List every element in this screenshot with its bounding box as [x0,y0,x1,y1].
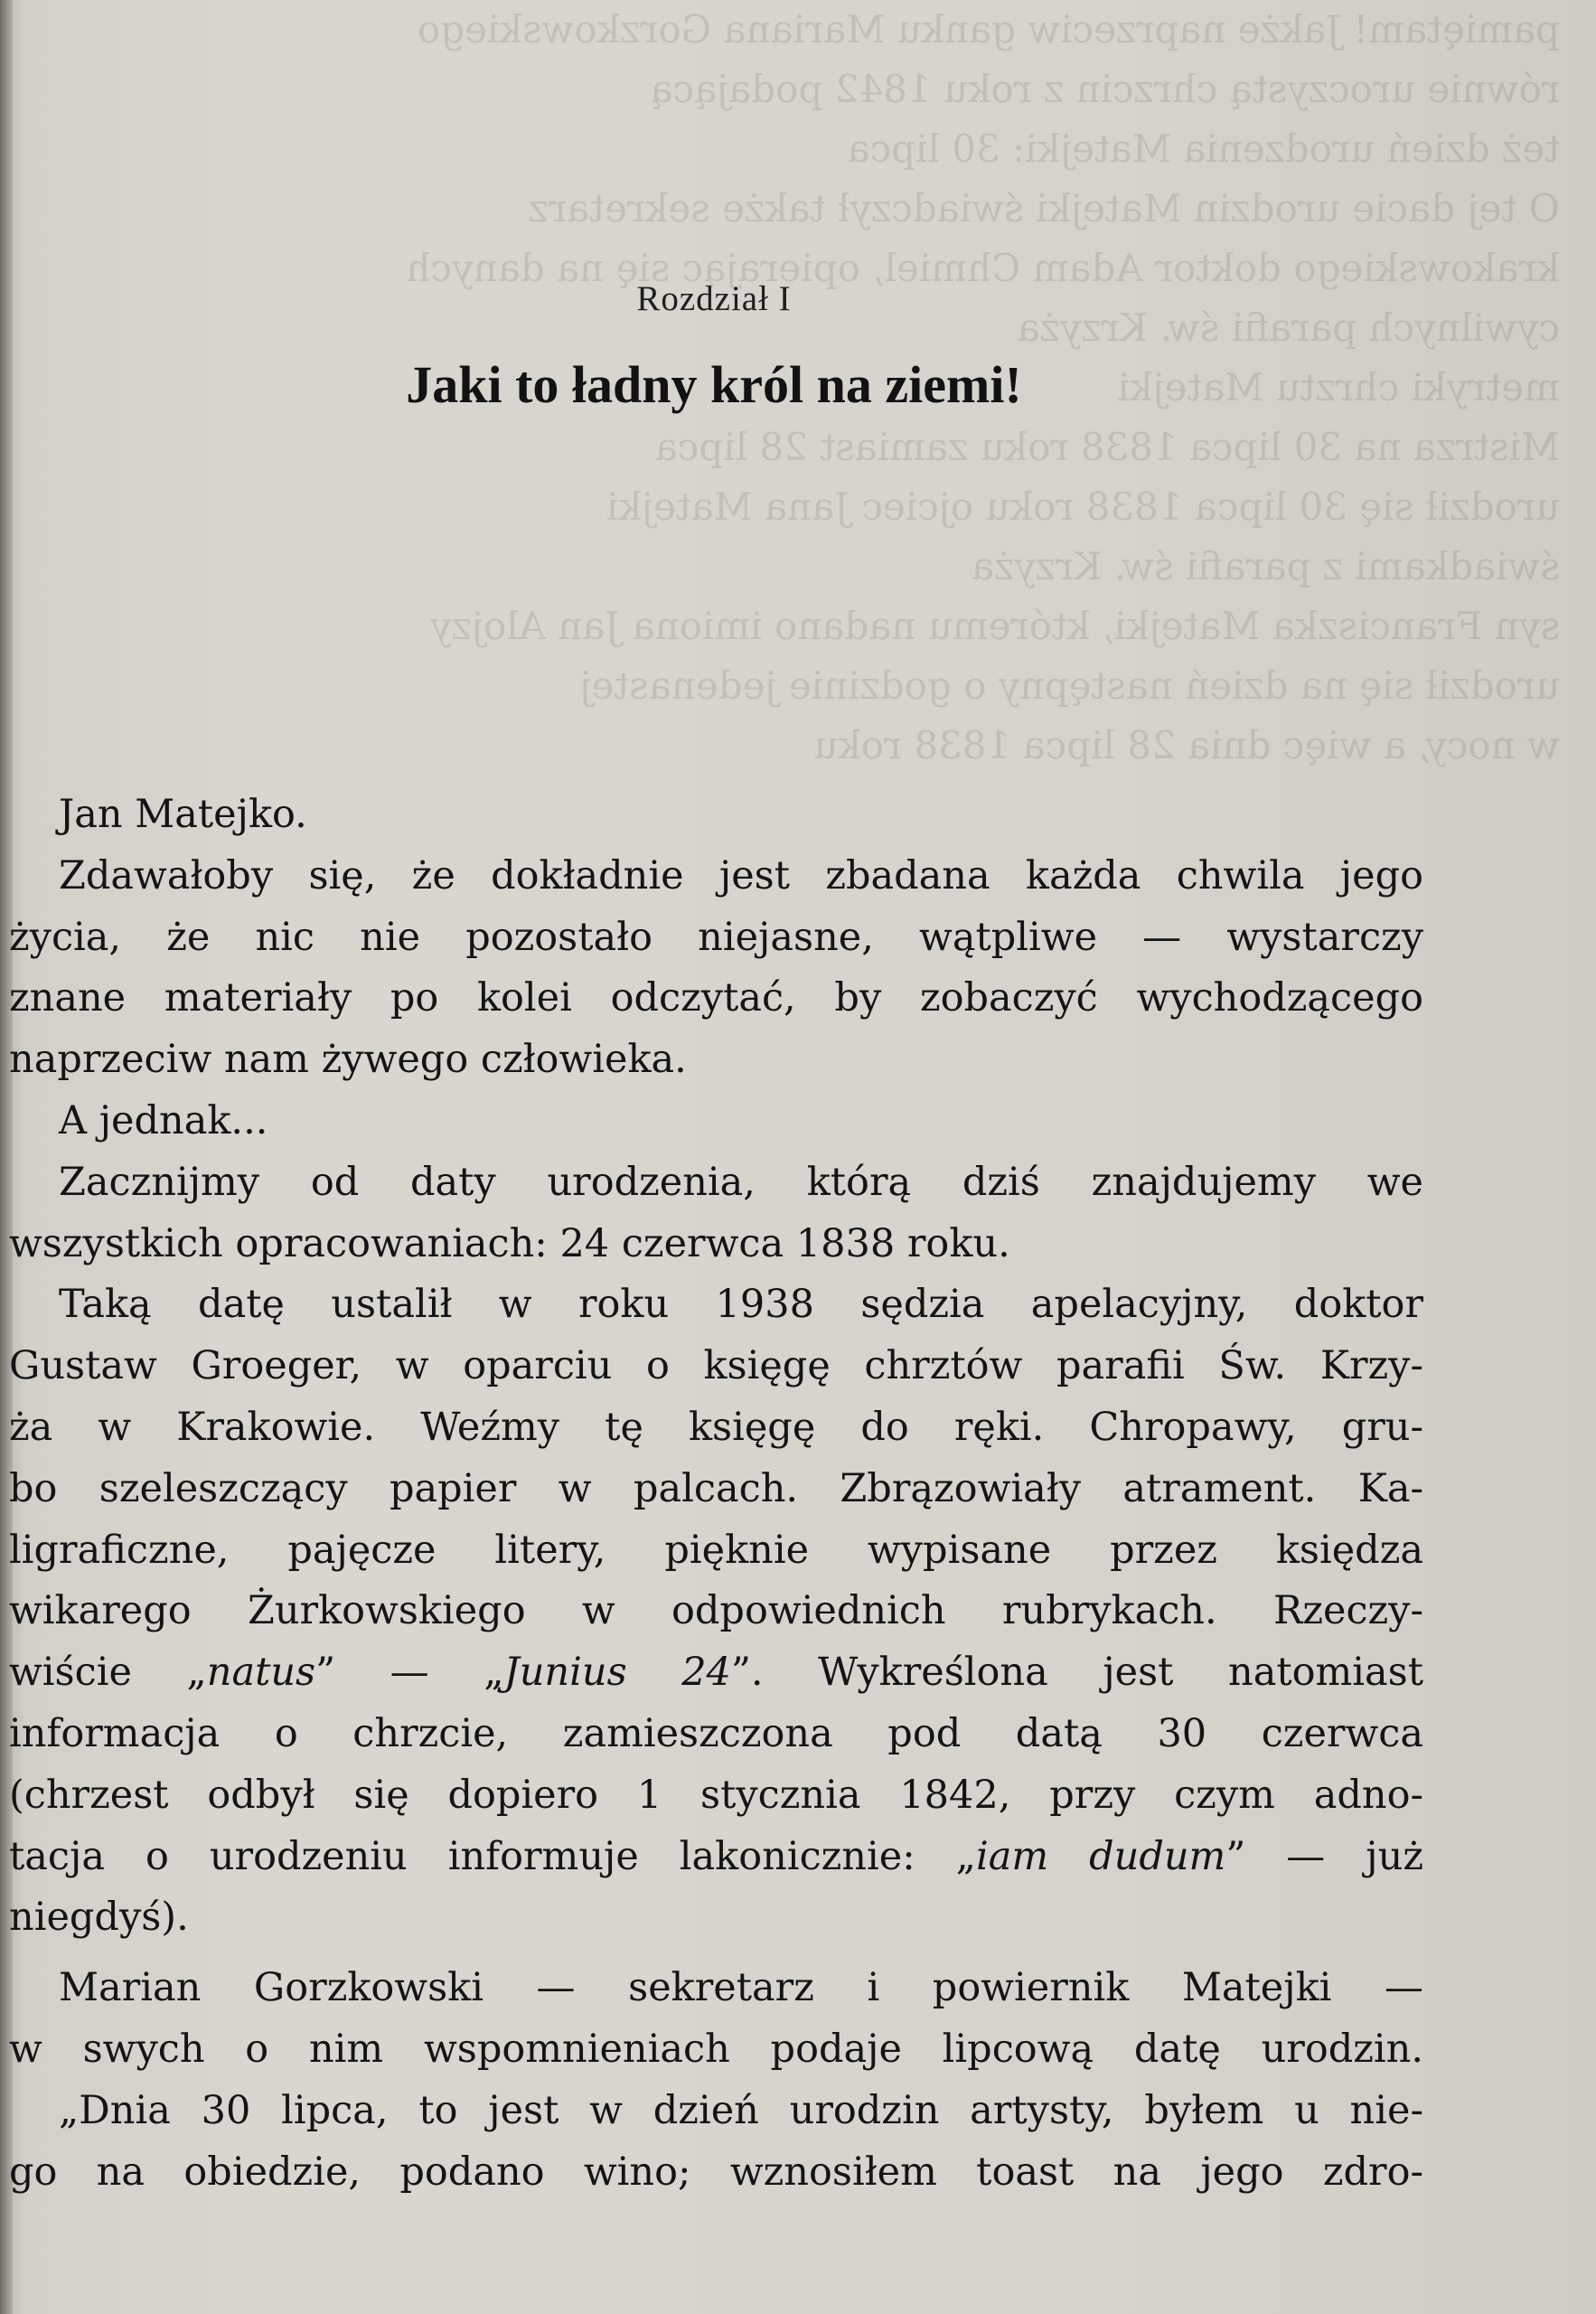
bleed-line: Mistrza na 30 lipca 1838 roku zamiast 28 lipca [654,425,1560,469]
text-line [9,1642,1423,1704]
text-line: ligraficzne, pajęcze litery, pięknie wypisane przez księdza [9,1527,1423,1573]
text-line: w swych o nim wspomnieniach podaje lipcową datę urodzin. [9,2026,1423,2072]
text-line: Zdawałoby się, że dokładnie jest zbadana każda chwila jego [59,852,1423,898]
bleed-line: równie uroczystą chrzcin z roku 1842 podającą [650,67,1560,111]
text-line: informacja o chrzcie, zamieszczona pod datą 30 czerwca [9,1710,1423,1756]
chapter-label: Rozdział I [636,279,792,318]
bleed-line: krakowskiego doktor Adam Chmiel, opierając się na danych [406,246,1560,290]
chapter-title: Jaki to ładny król na ziemi! [406,355,1022,414]
bleed-line: syn Franciszka Matejki, któremu nadano imiona Jan Alojzy [430,604,1560,648]
text-segment: ” — już [1225,1833,1423,1879]
text-line: A jednak... [59,1097,268,1143]
text-line: Jan Matejko. [59,792,307,837]
text-segment: tacja o urodzeniu informuje lakonicznie: „ [9,1833,976,1879]
text-line: wikarego Żurkowskiego w odpowiednich rubrykach. Rzeczy- [9,1588,1423,1634]
text-line: naprzeciw nam żywego człowieka. [9,1037,687,1083]
text-line: (chrzest odbył się dopiero 1 stycznia 1842, przy czym adno- [9,1772,1423,1818]
text-segment: ”. Wykreślona jest natomiast [730,1650,1423,1696]
text-line: Zacznijmy od daty urodzenia, którą dziś znajdujemy we [59,1159,1423,1205]
latin-term: natus [206,1650,316,1696]
text-line [9,1827,1423,1888]
text-line: Marian Gorzkowski — sekretarz i powiernik Matejki — [59,1965,1423,2011]
text-line: ża w Krakowie. Weźmy tę księgę do ręki. Chropawy, gru- [9,1404,1423,1450]
text-segment: wiście „ [9,1650,207,1696]
latin-term: iam dudum [975,1833,1226,1879]
bleed-line: w nocy, a więc dnia 28 lipca 1838 roku [813,723,1560,767]
text-line: Gustaw Groeger, w oparciu o księgę chrztów parafii Św. Krzy- [9,1343,1423,1389]
bleed-line: O tej dacie urodzin Matejki świadczył także sekretarz [528,186,1560,230]
text-line: znane materiały po kolei odczytać, by zobaczyć wychodzącego [9,975,1423,1021]
text-segment: ” — „ [315,1650,504,1696]
bleed-line: pamiętam! Jakże naprzeciw ganku Mariana Gorzkowskiego [417,7,1560,52]
text-line: wszystkich opracowaniach: 24 czerwca 1838 roku. [9,1220,1010,1266]
text-line: „Dnia 30 lipca, to jest w dzień urodzin artysty, byłem u nie- [59,2087,1423,2133]
text-line: go na obiedzie, podano wino; wznosiłem toast na jego zdro- [9,2149,1423,2195]
latin-term: Junius 24 [503,1650,731,1696]
bleed-line: świadkami z parafii św. Krzyża [972,544,1560,588]
text-line: życia, że nic nie pozostało niejasne, wątpliwe — wystarczy [9,914,1423,960]
bleed-line: urodził się na dzień następny o godzinie jedenastej [579,663,1560,708]
bleed-line: cywilnych parafii św. Krzyża [1017,306,1560,350]
text-line: niegdyś). [9,1895,189,1941]
bleed-line: metryki chrztu Matejki [1117,365,1560,409]
text-line: Taką datę ustalił w roku 1938 sędzia apelacyjny, doktor [59,1282,1423,1328]
text-line: bo szeleszczący papier w palcach. Zbrązowiały atrament. Ka- [9,1465,1423,1511]
bleed-line: też dzień urodzenia Matejki: 30 lipca [847,127,1560,171]
body-text [9,785,1423,2203]
bleed-line: urodził się 30 lipca 1838 roku ojciec Jana Matejki [606,484,1560,529]
